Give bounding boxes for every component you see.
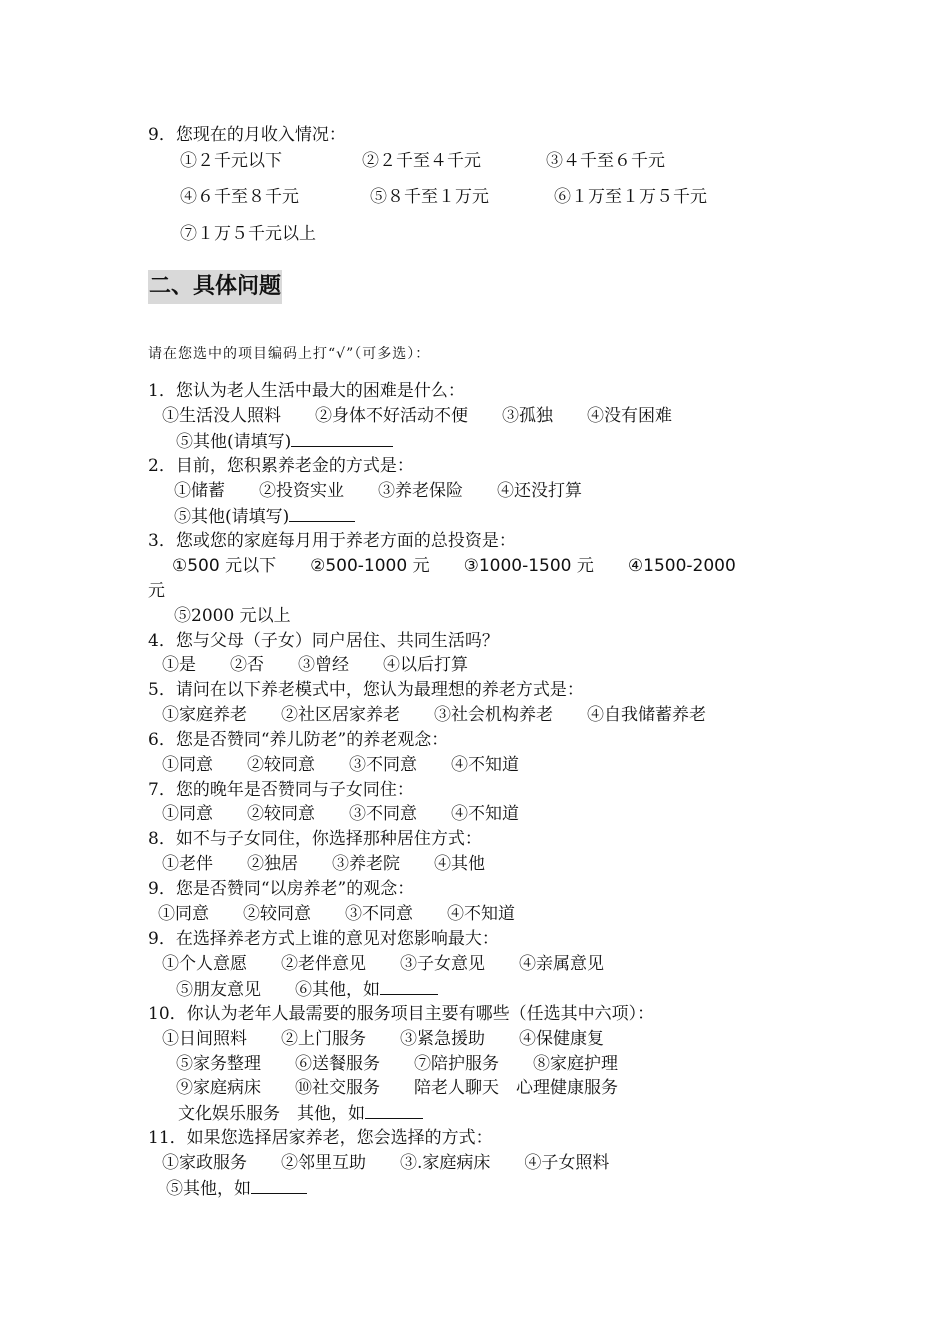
income-option-2[interactable]: ②２千至４千元	[362, 151, 481, 171]
question-7: 7．您的晚年是否赞同与子女同住：	[148, 780, 414, 800]
question-11-options[interactable]: ①家政服务 ②邻里互助 ③.家庭病床 ④子女照料	[162, 1153, 610, 1173]
question-4-options[interactable]: ①是 ②否 ③曾经 ④以后打算	[162, 655, 468, 675]
question-5-options[interactable]: ①家庭养老 ②社区居家养老 ③社会机构养老 ④自我储蓄养老	[162, 705, 706, 725]
question-9a-options[interactable]: ①同意 ②较同意 ③不同意 ④不知道	[158, 904, 515, 924]
question-8: 8．如不与子女同住，你选择那种居住方式：	[148, 829, 482, 849]
fill-blank[interactable]	[251, 1177, 307, 1194]
question-10-options-3[interactable]: ⑨家庭病床 ⑩社交服务 陪老人聊天 心理健康服务	[176, 1078, 618, 1098]
question-4: 4．您与父母（子女）同户居住、共同生活吗？	[148, 631, 499, 651]
question-10: 10．你认为老年人最需要的服务项目主要有哪些（任选其中六项）：	[148, 1004, 655, 1024]
question-6-options[interactable]: ①同意 ②较同意 ③不同意 ④不知道	[162, 755, 519, 775]
question-5: 5．请问在以下养老模式中，您认为最理想的养老方式是：	[148, 680, 584, 700]
question-10-options-2[interactable]: ⑤家务整理 ⑥送餐服务 ⑦陪护服务 ⑧家庭护理	[176, 1054, 618, 1074]
question-9b: 9．在选择养老方式上谁的意见对您影响最大：	[148, 929, 499, 949]
question-6: 6．您是否赞同“养儿防老”的养老观念：	[148, 730, 449, 750]
question-9a: 9．您是否赞同“以房养老”的观念：	[148, 879, 415, 899]
question-3-option-5[interactable]: ⑤2000 元以上	[174, 606, 291, 626]
fill-blank[interactable]	[380, 978, 438, 995]
question-1-other[interactable]: ⑤其他(请填写)	[176, 430, 393, 453]
question-10-options-4[interactable]: 文化娱乐服务 其他，如	[178, 1102, 423, 1125]
income-option-3[interactable]: ③４千至６千元	[546, 151, 665, 171]
instruction-text: 请在您选中的项目编码上打“√”（可多选）：	[148, 346, 431, 362]
question-1-options[interactable]: ①生活没人照料 ②身体不好活动不便 ③孤独 ④没有困难	[162, 406, 672, 426]
income-option-7[interactable]: ⑦１万５千元以上	[180, 224, 316, 244]
question-11: 11．如果您选择居家养老，您会选择的方式：	[148, 1128, 493, 1148]
question-8-options[interactable]: ①老伴 ②独居 ③养老院 ④其他	[162, 854, 485, 874]
income-option-4[interactable]: ④６千至８千元	[180, 187, 299, 207]
income-option-1[interactable]: ①２千元以下	[180, 151, 282, 171]
question-9b-other[interactable]: ⑤朋友意见 ⑥其他，如	[176, 978, 438, 1001]
fill-blank[interactable]	[289, 505, 355, 522]
section-title: 二、具体问题	[148, 270, 282, 304]
question-3-options[interactable]: ①500 元以下 ②500-1000 元 ③1000-1500 元 ④1500-2000	[172, 556, 736, 576]
question-1: 1．您认为老人生活中最大的困难是什么：	[148, 381, 465, 401]
income-question: 9．您现在的月收入情况：	[148, 125, 346, 145]
fill-blank[interactable]	[291, 430, 393, 447]
fill-blank[interactable]	[365, 1102, 423, 1119]
income-option-6[interactable]: ⑥１万至１万５千元	[554, 187, 707, 207]
question-2-options[interactable]: ①储蓄 ②投资实业 ③养老保险 ④还没打算	[174, 481, 582, 501]
question-2-other[interactable]: ⑤其他(请填写)	[174, 505, 355, 528]
income-option-5[interactable]: ⑤８千至１万元	[370, 187, 489, 207]
question-7-options[interactable]: ①同意 ②较同意 ③不同意 ④不知道	[162, 804, 519, 824]
question-3: 3．您或您的家庭每月用于养老方面的总投资是：	[148, 531, 516, 551]
question-11-other[interactable]: ⑤其他，如	[166, 1177, 307, 1200]
question-10-options-1[interactable]: ①日间照料 ②上门服务 ③紧急援助 ④保健康复	[162, 1029, 604, 1049]
question-3-options-wrap: 元	[148, 581, 165, 601]
question-9b-options[interactable]: ①个人意愿 ②老伴意见 ③子女意见 ④亲属意见	[162, 954, 604, 974]
question-2: 2．目前，您积累养老金的方式是：	[148, 456, 414, 476]
